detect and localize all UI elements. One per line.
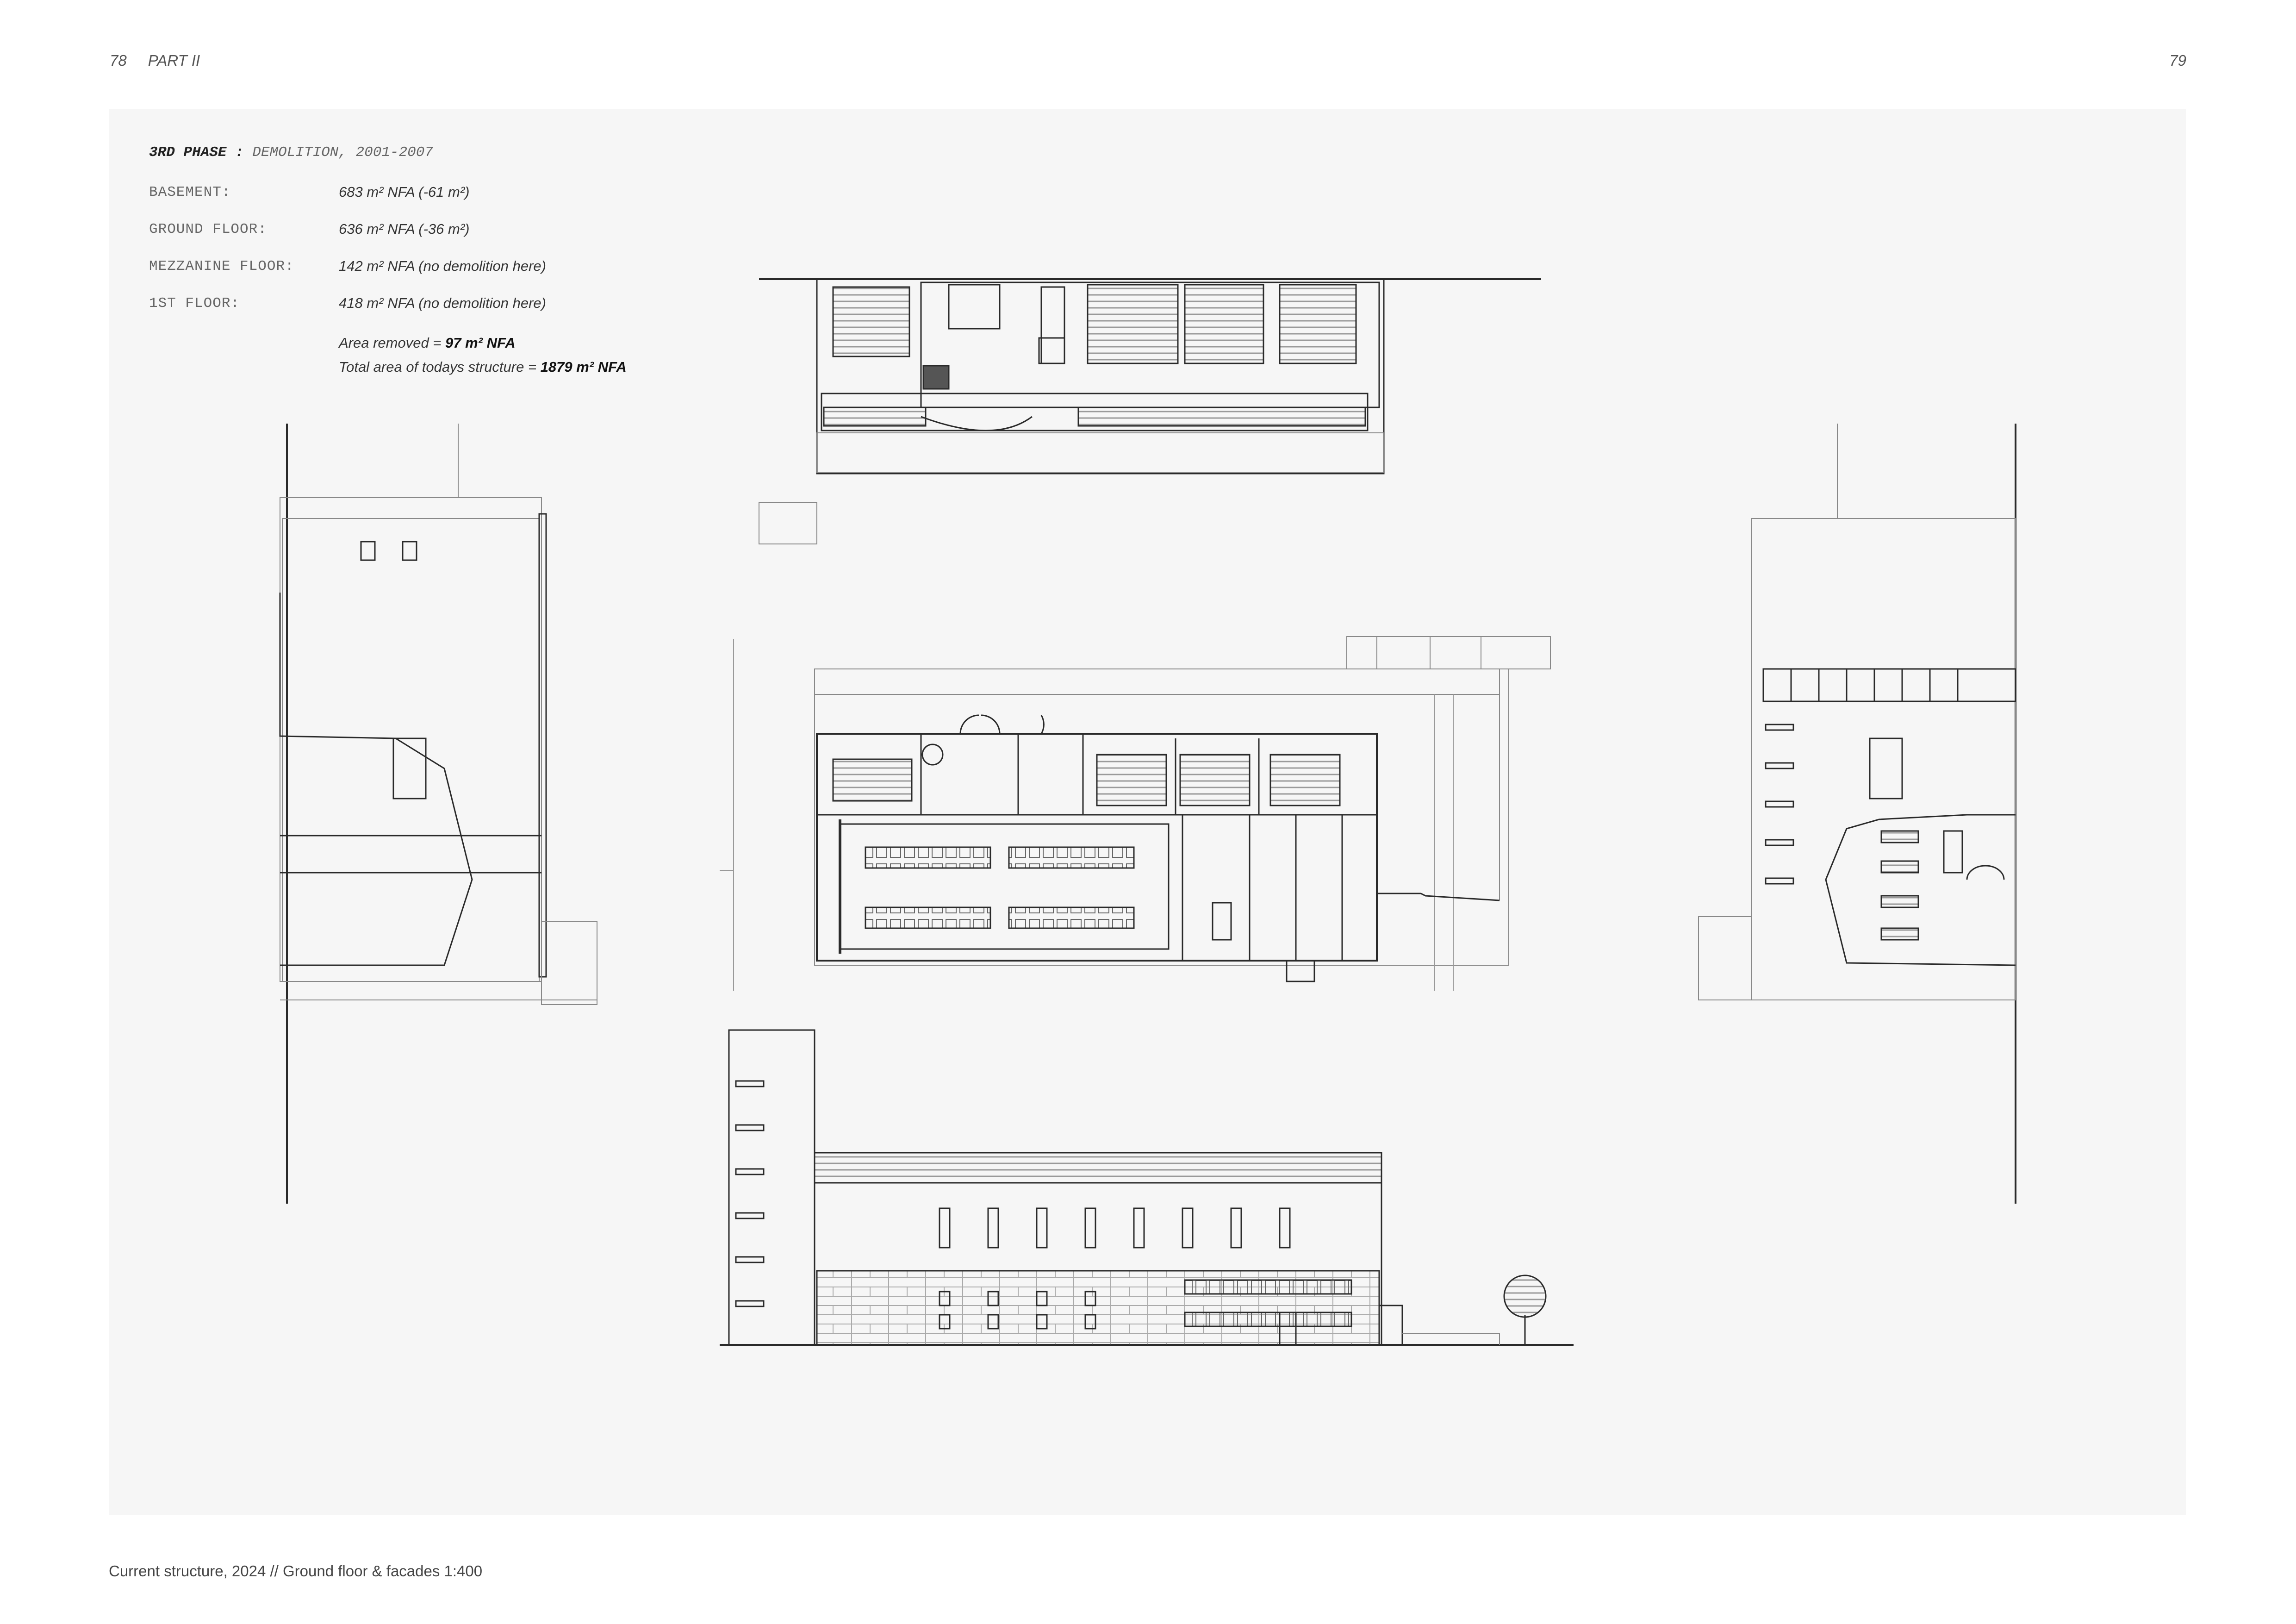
ground-floor-plan [720, 637, 1550, 991]
area-total-label: Total area of todays structure = [339, 359, 541, 375]
figure-caption: Current structure, 2024 // Ground floor & facades 1:400 [109, 1562, 483, 1580]
floor-label: BASEMENT: [149, 184, 231, 200]
page-number-left: 78 [110, 52, 127, 69]
floor-value: 142 m² NFA (no demolition here) [339, 258, 546, 274]
area-removed-value: 97 m² NFA [445, 335, 516, 351]
area-removed-label: Area removed = [339, 335, 446, 351]
phase-title: DEMOLITION, 2001-2007 [252, 144, 433, 161]
floor-label: GROUND FLOOR: [149, 221, 267, 237]
floor-label: 1ST FLOOR: [149, 295, 240, 312]
elevation-north [759, 279, 1541, 544]
floor-value: 636 m² NFA (-36 m²) [339, 221, 470, 237]
elevation-west [280, 424, 597, 1204]
phase-label: 3RD PHASE : [149, 144, 244, 161]
page-number-right: 79 [2169, 52, 2186, 69]
elevation-east [1699, 424, 2016, 1204]
part-label: PART II [148, 52, 200, 69]
floor-value: 418 m² NFA (no demolition here) [339, 295, 546, 311]
elevation-south [720, 1030, 1574, 1345]
area-total-value: 1879 m² NFA [540, 359, 627, 375]
floor-value: 683 m² NFA (-61 m²) [339, 184, 470, 200]
floor-label: MEZZANINE FLOOR: [149, 258, 294, 275]
